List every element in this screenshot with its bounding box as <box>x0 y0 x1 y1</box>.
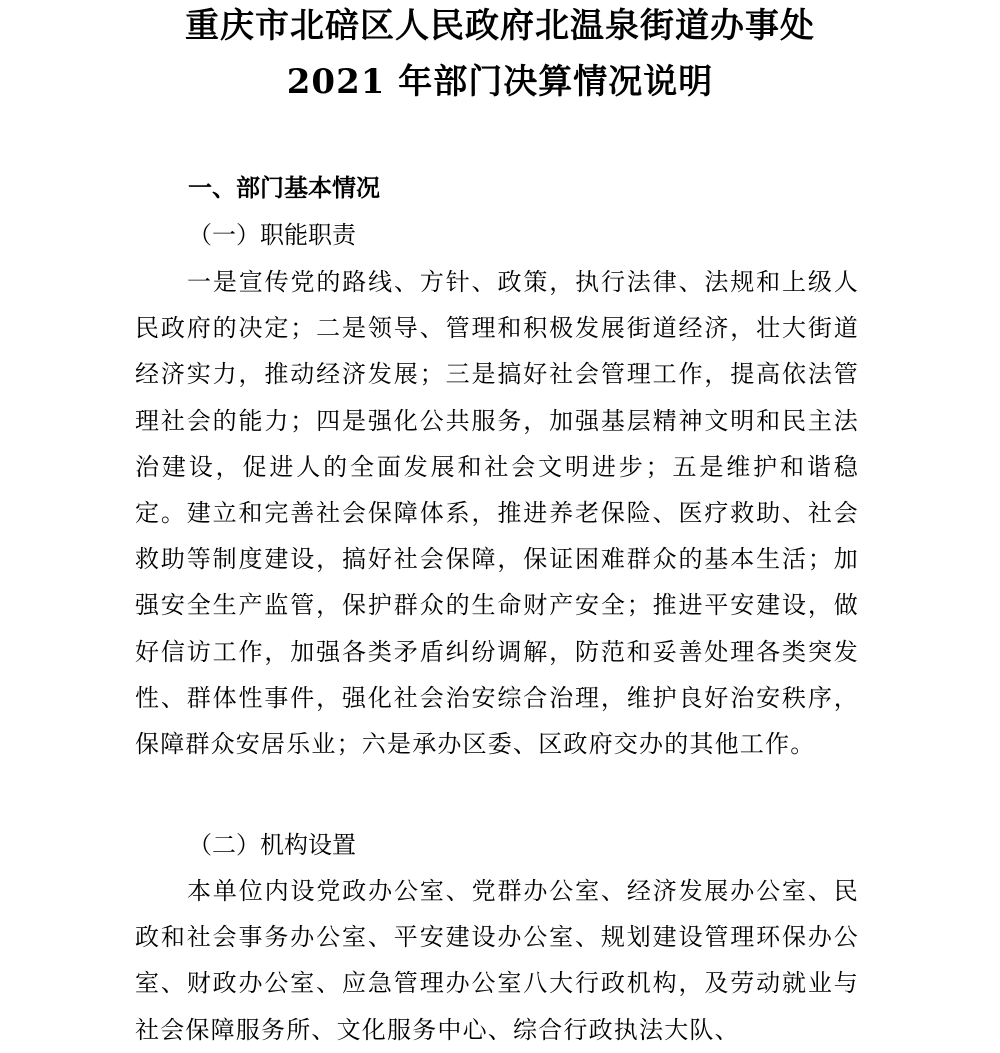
section-heading-basic-info: 一、部门基本情况 <box>188 174 380 202</box>
organization-paragraph: 本单位内设党政办公室、党群办公室、经济发展办公室、民政和社会事务办公室、平安建设办公室、规划建设管理环保办公室、财政办公室、应急管理办公室八大行政机构，及劳动就业与社会保障服务所、文化服务中心、综合行政执法大队、 <box>135 877 859 1044</box>
subsection-heading-organization: （二）机构设置 <box>188 831 356 859</box>
subsection-heading-functions: （一）职能职责 <box>188 221 356 249</box>
functions-paragraph: 一是宣传党的路线、方针、政策，执行法律、法规和上级人民政府的决定；二是领导、管理和积极发展街道经济，壮大街道经济实力，推动经济发展；三是搞好社会管理工作，提高依法管理社会的能力；四是强化公共服务，加强基层精神文明和民主法治建设，促进人的全面发展和社会文明进步；五是维护和谐稳定。建立和完善社会保障体系，推进养老保险、医疗救助、社会救助等制度建设，搞好社会保障，保证困难群众的基本生活；加强安全生产监管，保护群众的生命财产安全；推进平安建设，做好信访工作，加强各类矛盾纠纷调解，防范和妥善处理各类突发性、群体性事件，强化社会治安综合治理，维护良好治安秩序，保障群众安居乐业；六是承办区委、区政府交办的其他工作。 <box>135 268 859 759</box>
document-title-line-2: 2021 年部门决算情况说明 <box>286 62 714 102</box>
document-title-line-1: 重庆市北碚区人民政府北温泉街道办事处 <box>185 6 815 46</box>
